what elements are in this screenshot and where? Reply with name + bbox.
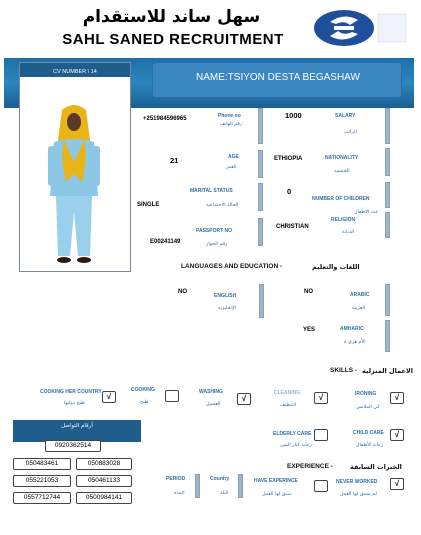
divider-bar <box>258 108 263 144</box>
contact-phone[interactable]: 050461133 <box>76 475 132 487</box>
have-experience-checkbox[interactable] <box>314 480 328 492</box>
experience-heading-ar: الخبرات السابقة <box>350 463 402 471</box>
contact-title: أرقام التواصل <box>61 423 93 429</box>
salary-value: 1000 <box>285 111 302 120</box>
never-worked-label: NEVER WORKED <box>336 479 378 485</box>
contact-phone[interactable]: 0557712744 <box>13 492 71 504</box>
religion-value: CHRISTIAN <box>276 224 309 230</box>
skill-elderly-care-checkbox[interactable] <box>314 429 328 441</box>
skill-cooking-label: COOKING <box>131 387 155 393</box>
divider-bar <box>385 284 390 316</box>
experience-heading: EXPERIENCE - <box>287 463 333 470</box>
amharic-label: AMHARIC <box>340 326 364 332</box>
skill-child-care-ar: رعاية الأطفال <box>356 443 384 448</box>
skill-cleaning-checkbox[interactable]: √ <box>314 392 328 404</box>
skill-child-care-label: CHILD CARE <box>353 430 384 436</box>
divider-bar <box>238 474 243 498</box>
skill-washing-label: WASHING <box>199 389 223 395</box>
skill-ironing-label: IRONING <box>355 391 377 397</box>
religion-label: RELIGION <box>331 217 356 223</box>
worker-name: NAME:TSIYON DESTA BEGASHAW <box>196 72 360 83</box>
divider-bar <box>385 108 390 144</box>
passport-label-ar: رقم الجواز <box>206 242 228 247</box>
contact-phone[interactable]: 0500984141 <box>76 492 132 504</box>
salary-label-ar: الراتب <box>344 130 357 135</box>
divider-bar <box>385 212 390 238</box>
amharic-value: YES <box>303 327 316 333</box>
skill-ironing-checkbox[interactable]: √ <box>390 392 404 404</box>
company-name-arabic: سهل ساند للاستقدام <box>82 7 261 27</box>
contact-phone[interactable]: 055221053 <box>13 475 71 487</box>
nationality-label: NATIONALITY <box>325 155 359 161</box>
divider-bar <box>258 183 263 211</box>
salary-label: SALARY <box>335 113 356 119</box>
marital-status-value: SINGLE <box>137 202 160 208</box>
contact-phone-main[interactable]: 0920362514 <box>45 440 101 452</box>
skills-heading: SKILLS - <box>330 367 358 374</box>
worker-photo-icon <box>44 100 104 270</box>
divider-bar <box>259 284 264 318</box>
passport-value: E00241149 <box>150 239 181 245</box>
english-label-ar: الإنجليزية <box>218 306 237 311</box>
english-label: ENGLISH <box>214 293 237 299</box>
have-experience-ar: سبق لها العمل <box>262 492 292 497</box>
nationality-value: ETHIOPIA <box>274 156 303 162</box>
phone-label-ar: رقم الهاتف <box>220 122 243 127</box>
skill-cooking-her-country-label: COOKING HER COUNTRY <box>40 389 102 395</box>
languages-heading: LANGUAGES AND EDUCATION - <box>181 263 283 270</box>
divider-bar <box>385 148 390 176</box>
skill-cooking-checkbox[interactable] <box>165 390 179 402</box>
skill-ironing-ar: كي الملابس <box>356 405 380 410</box>
have-experience-label: HAVE EXPERINCE <box>254 478 298 484</box>
skill-cooking-her-country-checkbox[interactable]: √ <box>102 391 116 403</box>
children-value: 0 <box>287 187 292 196</box>
skill-washing-checkbox[interactable]: √ <box>237 393 251 405</box>
religion-label-ar: الديانة <box>342 230 355 235</box>
arabic-label: ARABIC <box>350 292 370 298</box>
company-logo-icon <box>304 8 410 48</box>
skill-cleaning-ar: التنظيف <box>280 403 297 408</box>
contact-phone[interactable]: 050483461 <box>13 458 71 470</box>
cv-number: CV NUMBER \ 14 <box>53 69 97 75</box>
skill-elderly-care-ar: رعاية كبار السن <box>280 443 312 448</box>
skill-child-care-checkbox[interactable]: √ <box>390 429 404 441</box>
phone-label: Phone no <box>218 113 241 119</box>
experience-country-ar: البلد <box>220 491 229 496</box>
never-worked-ar: لم يسبق لها العمل <box>340 492 377 497</box>
children-label: NUMBER OF CHILDREN <box>312 196 370 202</box>
skill-washing-ar: الغسيل <box>206 402 221 407</box>
skills-heading-ar: الاعمال المنزلية <box>362 367 413 375</box>
marital-status-label-ar: الحالة الاجتماعية <box>206 203 239 208</box>
children-label-ar: عدد الاطفال <box>354 210 379 215</box>
skill-cooking-her-country-ar: طبخ دولتها <box>64 401 85 406</box>
english-value: NO <box>178 289 187 295</box>
languages-heading-ar: اللغات والتعليم <box>312 263 360 271</box>
age-label-ar: العمر <box>226 165 237 170</box>
age-label: AGE <box>228 154 239 160</box>
arabic-label-ar: العربية <box>352 306 366 311</box>
never-worked-checkbox[interactable]: √ <box>390 478 404 490</box>
skill-cleaning-label: CLEANING <box>274 390 301 396</box>
experience-country-label: Country <box>210 476 230 482</box>
age-value: 21 <box>170 156 179 165</box>
skill-cooking-ar: طبخ <box>140 400 149 405</box>
header <box>42 6 410 50</box>
phone-value: +251984596965 <box>143 116 187 122</box>
company-name-english: SAHL SANED RECRUITMENT <box>62 31 284 48</box>
arabic-value: NO <box>304 289 313 295</box>
marital-status-label: MARITAL STATUS <box>190 188 233 194</box>
contact-phone[interactable]: 050883028 <box>76 458 132 470</box>
divider-bar <box>385 320 390 352</box>
divider-bar <box>258 218 263 246</box>
divider-bar <box>195 474 200 498</box>
experience-period-label: PERIOD <box>166 476 186 482</box>
nationality-label-ar: الجنسية <box>334 169 350 174</box>
passport-label: PASSPORT NO <box>196 228 233 234</box>
amharic-label-ar: الأم هري ة <box>344 340 366 345</box>
experience-period-ar: المدة <box>174 491 185 496</box>
divider-bar <box>258 150 263 178</box>
skill-elderly-care-label: ELDERLY CARE <box>273 431 312 437</box>
divider-bar <box>385 182 390 208</box>
